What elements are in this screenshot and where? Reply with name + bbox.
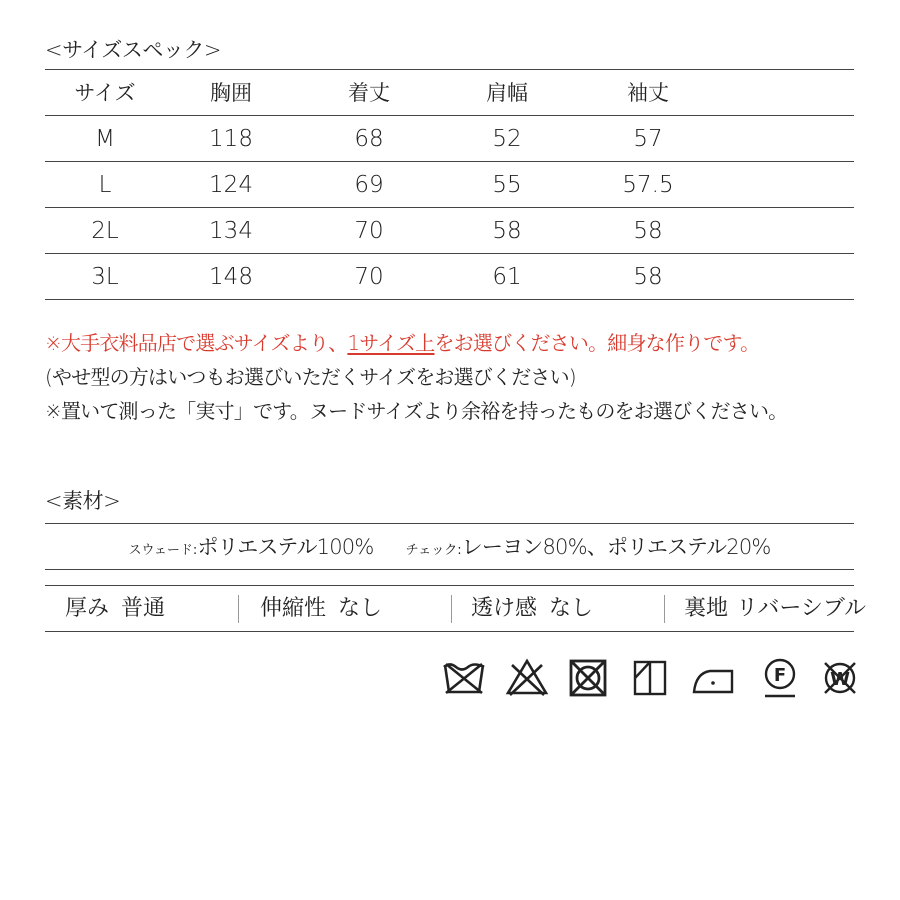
material-composition: [45, 524, 854, 570]
header-chest: 胸囲: [210, 81, 252, 105]
lining-value: リバーシブル: [736, 596, 867, 621]
note-text: ※大手衣料品店で選ぶサイズより、: [45, 331, 348, 355]
cell-chest: 118: [209, 126, 253, 152]
no-tumble-dry-icon: [566, 655, 610, 701]
no-bleach-icon: [504, 655, 550, 701]
cell-size: L: [98, 172, 112, 198]
divider: [451, 595, 452, 623]
cell-sleeve: 58: [633, 218, 663, 244]
size-table: [45, 70, 854, 300]
cell-length: 68: [354, 126, 384, 152]
no-wash-icon: [440, 655, 488, 701]
divider: [664, 595, 665, 623]
check-label: チェック:: [405, 543, 462, 558]
cell-length: 70: [354, 218, 384, 244]
thickness-property: [45, 586, 238, 632]
thickness-value: 普通: [121, 596, 166, 621]
header-size: サイズ: [74, 81, 136, 105]
cell-size: M: [95, 126, 115, 152]
check-value: レーヨン80%、ポリエステル20%: [461, 535, 771, 559]
note-measurement: ※置いて測った「実寸」です。ヌードサイズより余裕を持ったものをお選びください。: [45, 399, 788, 423]
sheer-value: なし: [549, 596, 594, 621]
size-table-header: [45, 70, 854, 116]
dry-clean-f-icon: [758, 655, 802, 701]
table-row: [45, 254, 854, 300]
table-line: [45, 161, 854, 162]
material-line: [45, 569, 854, 570]
no-wet-clean-icon: [818, 655, 862, 701]
props-line: [45, 631, 854, 632]
cell-sleeve: 57.5: [622, 172, 674, 198]
header-sleeve: 袖丈: [627, 81, 669, 105]
cell-shoulder: 55: [492, 172, 522, 198]
note-text: をお選びください。細身な作りです。: [434, 331, 760, 355]
divider: [238, 595, 239, 623]
fabric-properties: [45, 586, 867, 632]
sheer-property: [451, 586, 664, 632]
note-slim-advice: (やせ型の方はいつもお選びいただくサイズをお選びください): [45, 365, 576, 389]
wet-clean-letter: W: [830, 669, 850, 690]
size-notes: [45, 326, 875, 428]
stretch-value: なし: [338, 596, 383, 621]
header-shoulder: 肩幅: [486, 81, 528, 105]
cell-length: 69: [354, 172, 384, 198]
cell-length: 70: [354, 264, 384, 290]
cell-chest: 148: [209, 264, 253, 290]
line-dry-shade-icon: [630, 655, 670, 701]
cell-size: 2L: [91, 218, 119, 244]
note-emphasis: 1サイズ上: [347, 331, 435, 355]
table-line: [45, 207, 854, 208]
cell-chest: 124: [209, 172, 253, 198]
cell-shoulder: 61: [492, 264, 522, 290]
cell-sleeve: 58: [633, 264, 663, 290]
table-row: [45, 162, 854, 208]
header-length: 着丈: [348, 81, 390, 105]
suede-value: ポリエステル100%: [197, 535, 374, 559]
lining-property: [664, 586, 867, 632]
lining-label: 裏地: [684, 596, 729, 621]
table-line: [45, 253, 854, 254]
stretch-label: 伸縮性: [260, 596, 327, 621]
table-row: [45, 116, 854, 162]
cell-shoulder: 52: [492, 126, 522, 152]
material-title: <素材>: [45, 489, 121, 513]
note-size-advice: [45, 326, 875, 360]
stretch-property: [238, 586, 451, 632]
size-spec-title: <サイズスペック>: [45, 38, 222, 62]
cell-size: 3L: [91, 264, 119, 290]
cell-sleeve: 57: [633, 126, 663, 152]
table-line: [45, 299, 854, 300]
cell-chest: 134: [209, 218, 253, 244]
table-row: [45, 208, 854, 254]
sheer-label: 透け感: [471, 596, 538, 621]
iron-low-icon: [688, 655, 738, 701]
cell-shoulder: 58: [492, 218, 522, 244]
thickness-label: 厚み: [65, 596, 110, 621]
table-line: [45, 115, 854, 116]
suede-label: スウェード:: [128, 543, 198, 558]
dry-clean-letter: F: [773, 665, 787, 686]
